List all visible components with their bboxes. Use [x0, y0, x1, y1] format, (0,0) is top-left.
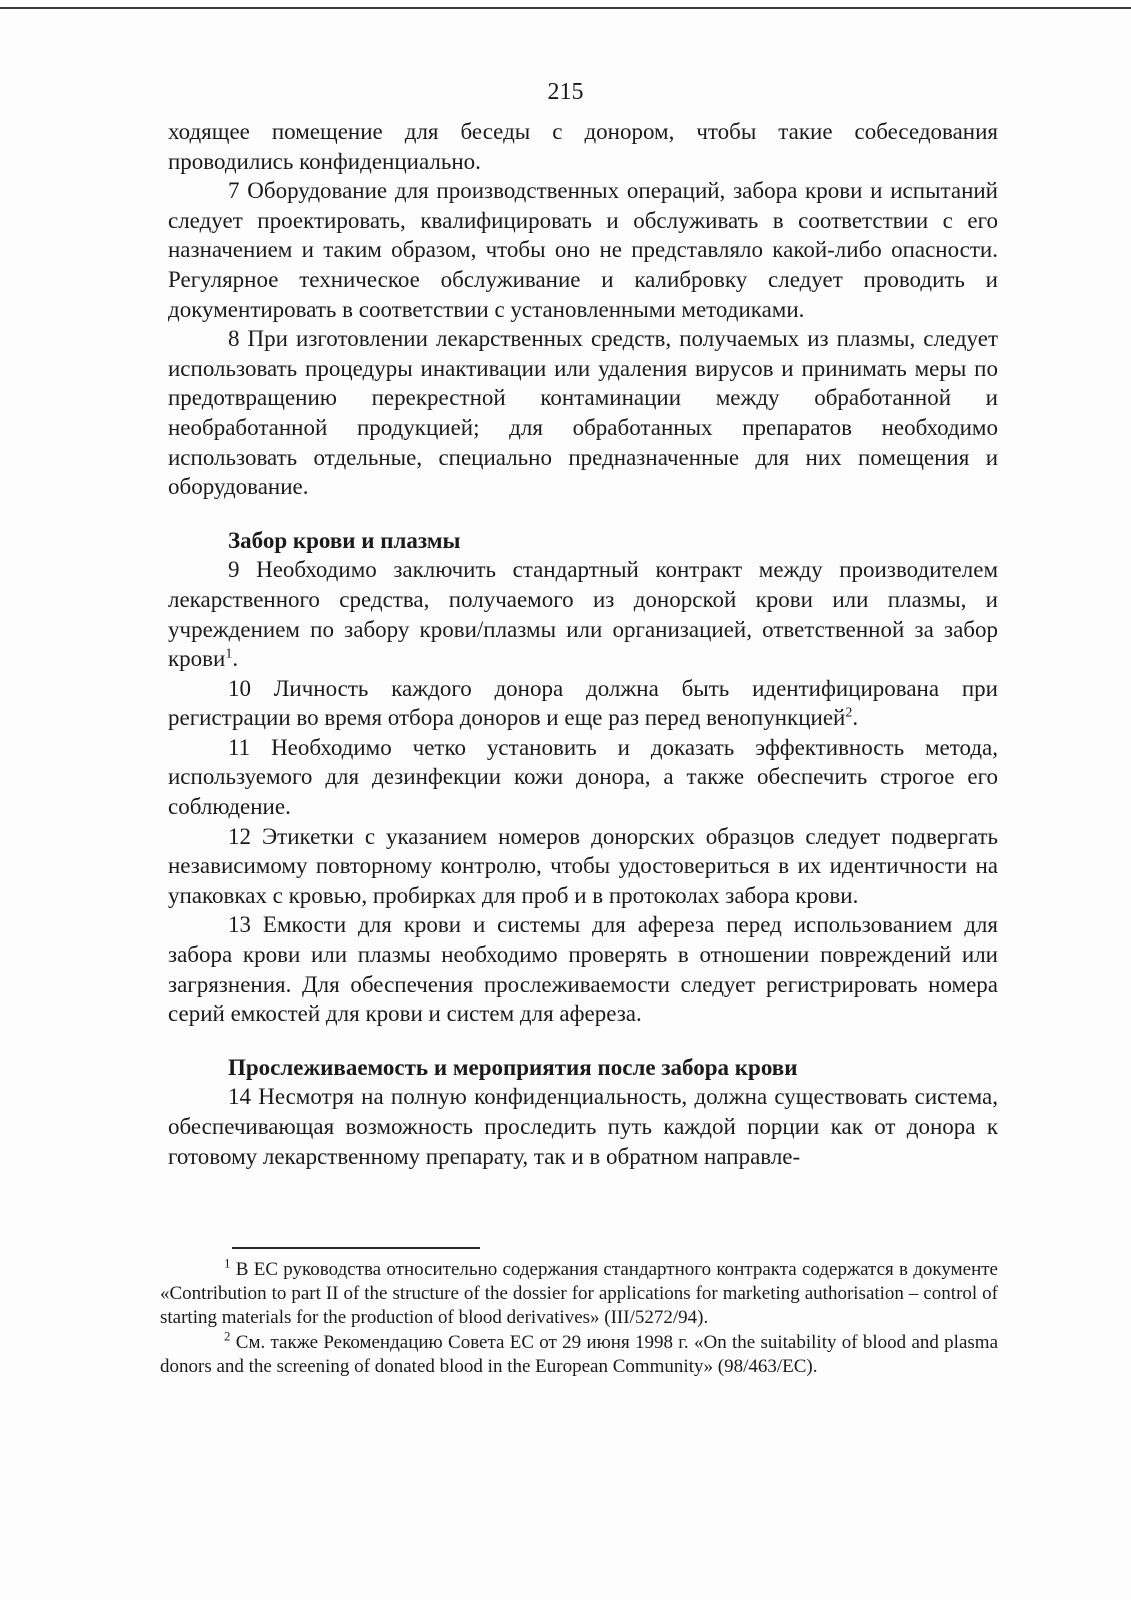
- footnote-ref-2: 2: [845, 705, 853, 721]
- paragraph-9-end: .: [232, 646, 239, 672]
- paragraph-9-text: 9 Необходимо заключить стандартный контракт между производителем лекарственного средства, получаемого из донорской крови или плазмы, и учреждением по забору крови/плазмы или организацией, ответственной за забор крови: [168, 557, 998, 672]
- footnote-2: [160, 1328, 998, 1379]
- paragraph-8: 8 При изготовлении лекарственных средств, получаемых из плазмы, следует использовать процедуры инактивации или удаления вирусов и принимать меры по предотвращению перекрестной контаминации между обработанной и необработанной продукцией; для обработанных препаратов необходимо использовать отдельные, специально предназначенные для них помещения и оборудование.: [168, 326, 998, 500]
- paragraph-12: 12 Этикетки с указанием номеров донорских образцов следует подвергать независимому повторному контролю, чтобы удостовериться в их идентичности на упаковках с кровью, пробирках для проб и в протоколах забора крови.: [168, 823, 998, 908]
- paragraph-13: 13 Емкости для крови и системы для афереза перед использованием для забора крови или плазмы необходимо проверять в отношении повреждений или загрязнения. Для обеспечения прослеживаемости следует регистрировать номера серий емкостей для крови и систем для афереза.: [168, 912, 998, 1027]
- footnote-2-text: См. также Рекомендацию Совета ЕС от 29 июня 1998 г. «On the suitability of blood and plasma donors and the screening of donated blood in the European Community» (98/463/EC).: [160, 1331, 998, 1377]
- paragraph-11: 11 Необходимо четко установить и доказать эффективность метода, используемого для дезинфекции кожи донора, а также обеспечить строгое его соблюдение.: [168, 734, 998, 820]
- footnote-ref-1: 1: [225, 646, 233, 662]
- paragraph-14: 14 Несмотря на полную конфиденциальность, должна существовать система, обеспечивающая возможность проследить путь каждой порции как от донора к готовому лекарственному препарату, так и в обратном направле-: [168, 1084, 998, 1169]
- footnotes: [160, 1255, 998, 1379]
- footnote-separator: [232, 1247, 480, 1249]
- section-heading-traceability: Прослеживаемость и мероприятия после забора крови: [228, 1054, 798, 1080]
- section-heading-blood-plasma-collection: Забор крови и плазмы: [228, 527, 461, 553]
- top-border-rule: [0, 7, 1131, 9]
- footnote-2-marker: 2: [224, 1328, 231, 1344]
- page-number: 215: [547, 79, 584, 105]
- main-text: [168, 117, 998, 1171]
- footnote-1-marker: 1: [224, 1255, 231, 1271]
- footnote-1: [160, 1255, 998, 1331]
- paragraph-9: [168, 555, 998, 673]
- paragraph-10-text: 10 Личность каждого донора должна быть идентифицирована при регистрации во время отбора доноров и еще раз перед венопункцией: [168, 675, 998, 731]
- footnote-1-text: В ЕС руководства относительно содержания стандартного контракта содержатся в документе «Contribution to part II of the structure of the dossier for applications for marketing authorisation – control of starting materials for the production of blood derivatives» (III/5272/94).: [160, 1259, 998, 1329]
- paragraph-7: 7 Оборудование для производственных операций, забора крови и испытаний следует проектировать, квалифицировать и обслуживать в соответствии с его назначением и таким образом, чтобы оно не представляло какой-либо опасности. Регулярное техническое обслуживание и калибровку следует проводить и документировать в соответствии с установленными методиками.: [168, 178, 998, 322]
- paragraph-10-end: .: [852, 705, 859, 731]
- paragraph-intro: ходящее помещение для беседы с донором, чтобы такие собеседования проводились конфиденциально.: [168, 119, 998, 174]
- paragraph-10: [168, 674, 998, 733]
